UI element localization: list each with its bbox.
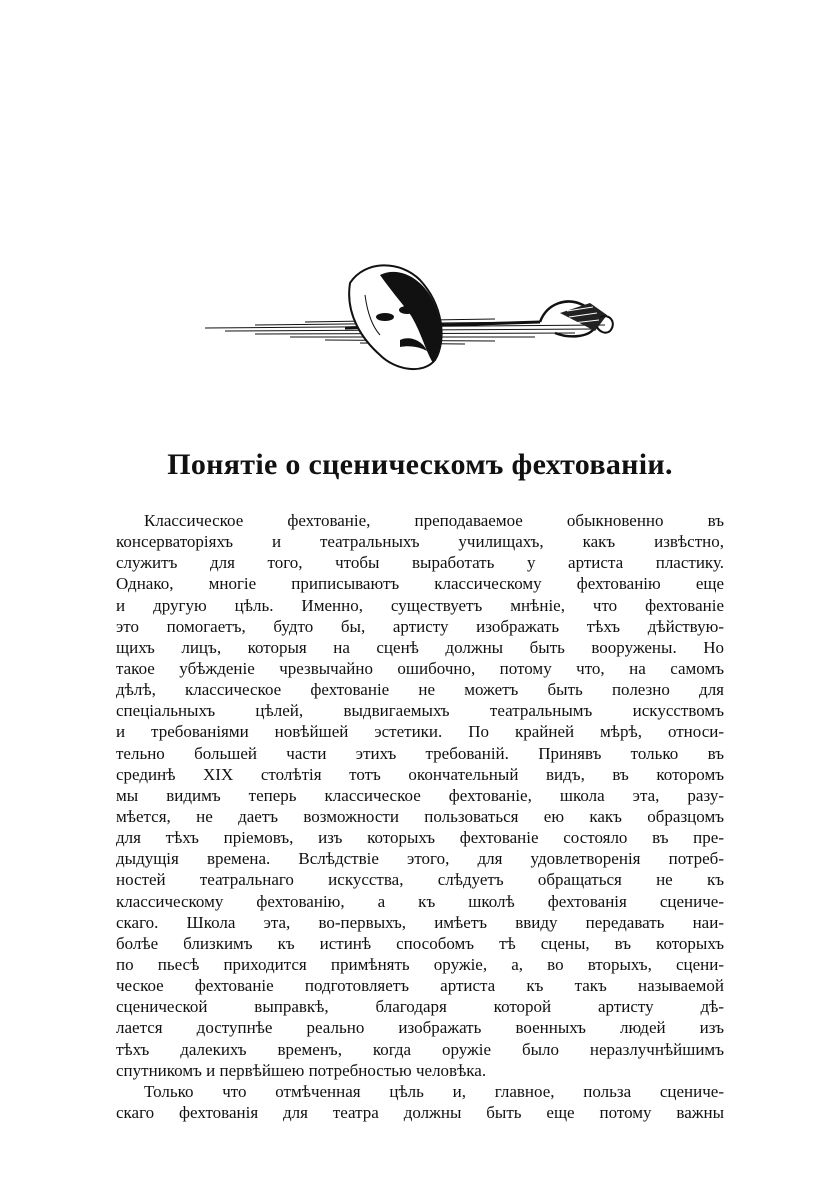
text-line: сценической выправкѣ, благодаря которой артисту дѣ- <box>116 997 724 1017</box>
text-line: спутникомъ и первѣйшею потребностью человѣка. <box>116 1060 487 1080</box>
page-title: Понятіе о сценическомъ фехтованіи. <box>167 448 673 481</box>
text-line: скаго. Школа эта, во-первыхъ, имѣетъ ввиду передавать наи- <box>116 912 724 932</box>
text-line: и другую цѣль. Именно, существуетъ мнѣніе, что фехтованіе <box>116 595 724 615</box>
text-line: такое убѣжденіе чрезвычайно ошибочно, потому что, на самомъ <box>116 658 724 678</box>
mask-and-sword-vignette-icon <box>195 255 625 375</box>
text-line: спеціальныхъ цѣлей, выдвигаемыхъ театральнымъ искусствомъ <box>116 701 724 721</box>
text-line: консерваторіяхъ и театральныхъ училищахъ, какъ извѣстно, <box>116 532 724 552</box>
text-line: это помогаетъ, будто бы, артисту изображать тѣхъ дѣйствую- <box>116 616 724 636</box>
text-line: для тѣхъ пріемовъ, изъ которыхъ фехтованіе состояло въ пре- <box>116 828 724 848</box>
text-line: ностей театральнаго искусства, слѣдуетъ обращаться не къ <box>116 870 724 890</box>
text-line: дыдущія времена. Вслѣдствіе этого, для удовлетворенія потреб- <box>116 849 724 869</box>
text-line: щихъ лицъ, которыя на сценѣ должны быть вооружены. Но <box>116 637 724 657</box>
text-line: Классическое фехтованіе, преподаваемое обыкновенно въ <box>144 511 724 530</box>
text-line: по пьесѣ приходится примѣнять оружіе, а, во вторыхъ, сцени- <box>116 954 724 974</box>
text-line: классическому фехтованію, а къ школѣ фехтованія сцениче- <box>116 891 724 911</box>
text-line: дѣлѣ, классическое фехтованіе не можетъ быть полезно для <box>116 680 724 700</box>
body-text <box>116 510 724 1123</box>
text-line: срединѣ XIX столѣтія тотъ окончательный видъ, въ которомъ <box>116 764 724 784</box>
text-line: ческое фехтованіе подготовляетъ артиста къ такъ называемой <box>116 976 724 996</box>
text-line: мѣется, не даетъ возможности пользоваться ею какъ образцомъ <box>116 806 724 826</box>
text-line: Только что отмѣченная цѣль и, главное, польза сцениче- <box>144 1081 724 1101</box>
text-line: лается доступнѣе реально изображать военныхъ людей изъ <box>116 1018 724 1038</box>
text-line: и требованіями новѣйшей эстетики. По крайней мѣрѣ, относи- <box>116 722 724 742</box>
text-line: мы видимъ теперь классическое фехтованіе, школа эта, разу- <box>116 785 724 805</box>
text-line: скаго фехтованія для театра должны быть еще потому важны <box>116 1102 724 1122</box>
text-line: тельно большей части этихъ требованій. Принявъ только въ <box>116 743 724 763</box>
text-line: Однако, многіе приписываютъ классическому фехтованію еще <box>116 574 724 594</box>
text-line: болѣе близкимъ къ истинѣ способомъ тѣ сцены, въ которыхъ <box>116 933 724 953</box>
text-line: служитъ для того, чтобы выработать у артиста пластику. <box>116 553 724 573</box>
text-line: тѣхъ далекихъ временъ, когда оружіе было неразлучнѣйшимъ <box>116 1039 724 1059</box>
